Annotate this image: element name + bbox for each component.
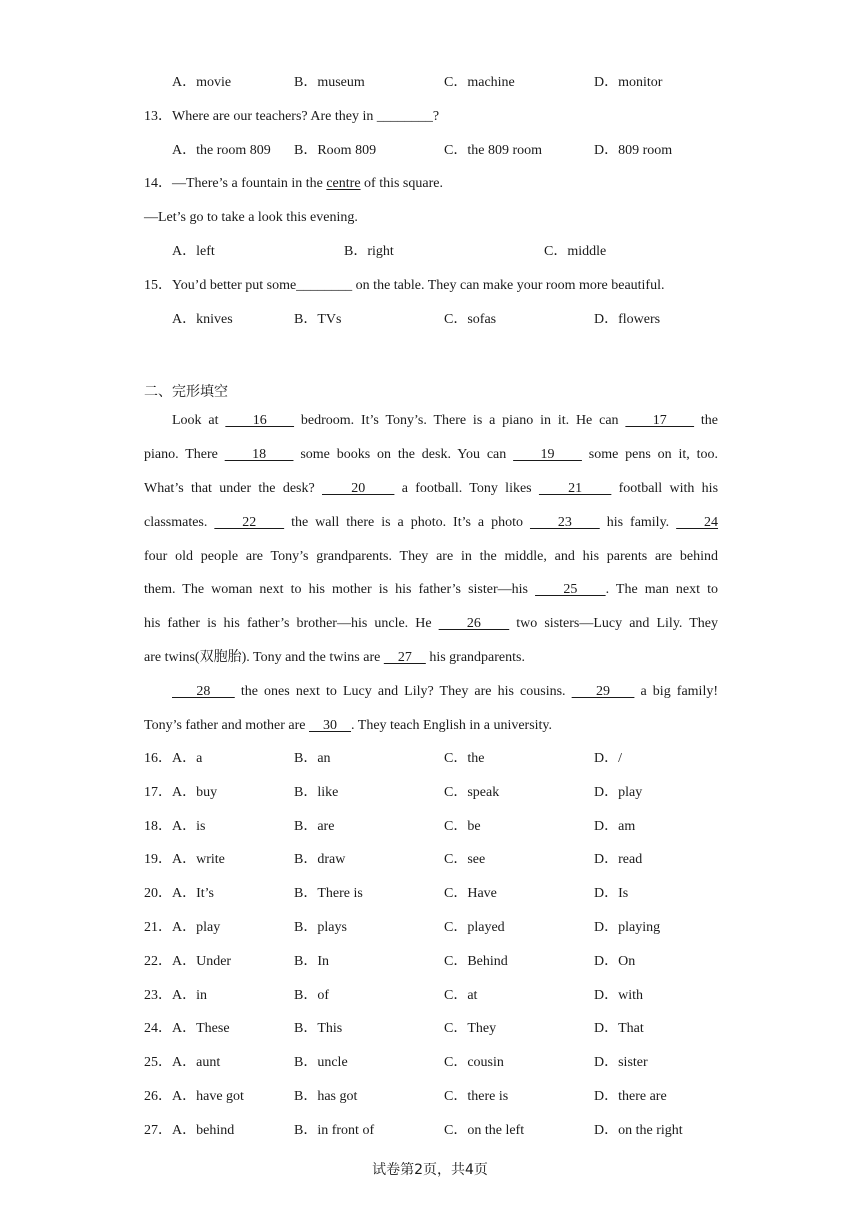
q16-option-b: B．an [294,751,331,766]
q13-option-a: A．the room 809 [172,143,271,158]
passage-text: bedroom. It’s Tony’s. There is a piano in it. He can [294,413,626,428]
q20-option-c: C．Have [444,886,497,901]
q20-option-a: A．It’s [172,886,214,901]
q14-underlined-word: centre [326,176,361,191]
q22-option-c: C．Behind [444,954,508,969]
blank-28: 28 [172,684,235,699]
q12-option-d: D．monitor [594,75,663,90]
passage-line-5: four old people are Tony’s grandparents. They are in the middle, and his parents are behind [144,549,718,564]
q15-option-a: A．knives [172,312,233,327]
q15-option-d: D．flowers [594,312,661,327]
q14-reply: —Let’s go to take a look this evening. [144,210,358,225]
passage-line-3 [144,479,718,499]
blank-30: 30 [309,718,352,733]
q24-option-a: A．These [172,1021,230,1036]
q16-option-a: A．a [172,751,203,766]
blank-18: 18 [224,447,294,462]
q15-option-c: C．sofas [444,312,497,327]
blank-26: 26 [438,616,510,631]
passage-line-8 [144,648,525,668]
q14-stem-post: of this square. [360,176,443,191]
q12-option-c: C．machine [444,75,515,90]
passage-text: football with his [611,481,719,496]
passage-text: classmates. [144,515,215,530]
passage-text: his family. [599,515,677,530]
q18-option-a: A．is [172,819,206,834]
q22-option-d: D．On [594,954,636,969]
passage-line-6 [144,580,718,600]
q12-option-b: B．museum [294,75,365,90]
passage-text: a football. Tony likes [394,481,539,496]
blank-22: 22 [214,515,285,530]
q19-option-b: B．draw [294,852,346,867]
q21-option-c: C．played [444,920,505,935]
passage-text: the [694,413,719,428]
q16-number: 16． [144,751,172,766]
q14-option-c: C．middle [544,244,607,259]
q25-option-d: D．sister [594,1055,648,1070]
q18-number: 18． [144,819,172,834]
q22-number: 22． [144,954,172,969]
q27-number: 27． [144,1123,172,1138]
q23-option-a: A．in [172,988,207,1003]
q26-option-a: A．have got [172,1089,244,1104]
q17-option-d: D．play [594,785,643,800]
q24-option-d: D．That [594,1021,644,1036]
passage-text: Tony’s father and mother are [144,718,310,733]
passage-text: some books on the desk. You can [293,447,514,462]
q26-option-d: D．there are [594,1089,667,1104]
passage-line-4 [144,513,718,533]
blank-21: 21 [538,481,612,496]
q16-option-d: D．/ [594,751,622,766]
q23-option-b: B．of [294,988,329,1003]
q25-option-b: B．uncle [294,1055,348,1070]
q27-option-b: B．in front of [294,1123,375,1138]
q26-number: 26． [144,1089,172,1104]
q13-stem: 13．Where are our teachers? Are they in ________? [144,109,440,124]
q26-option-c: C．there is [444,1089,509,1104]
passage-text: the ones next to Lucy and Lily? They are his cousins. [234,684,572,699]
passage-text: . The man next to [605,582,718,597]
passage-line-10 [144,716,552,736]
q23-option-c: C．at [444,988,478,1003]
blank-23: 23 [529,515,600,530]
q14-stem-pre: —There’s a fountain in the [172,176,327,191]
passage-text: some pens on it, too. [581,447,719,462]
q17-option-a: A．buy [172,785,218,800]
blank-16: 16 [225,413,295,428]
passage-text: What’s that under the desk? [144,481,322,496]
blank-20: 20 [322,481,395,496]
passage-line-1 [172,411,718,431]
blank-24: 24 [676,515,719,530]
q25-option-a: A．aunt [172,1055,221,1070]
passage-text: Look at [172,413,226,428]
q13-option-d: D．809 room [594,143,673,158]
page-footer: 试卷第2页，共4页 [372,1162,488,1178]
q14-option-a: A．left [172,244,215,259]
passage-text: a big family! [634,684,719,699]
q18-option-c: C．be [444,819,481,834]
q21-option-d: D．playing [594,920,661,935]
q14-number: 14． [144,176,172,191]
q19-option-a: A．write [172,852,225,867]
q24-option-b: B．This [294,1021,343,1036]
q15-option-b: B．TVs [294,312,342,327]
q21-option-a: A．play [172,920,221,935]
section-title-cloze: 二、完形填空 [144,384,228,400]
q24-option-c: C．They [444,1021,497,1036]
q23-option-d: D．with [594,988,643,1003]
q25-option-c: C．cousin [444,1055,504,1070]
q26-option-b: B．has got [294,1089,358,1104]
q22-option-b: B．In [294,954,329,969]
q24-number: 24． [144,1021,172,1036]
passage-text: are twins(双胞胎). Tony and the twins are [144,650,384,665]
passage-text: piano. There [144,447,225,462]
q20-option-b: B．There is [294,886,363,901]
q21-number: 21． [144,920,172,935]
q17-option-c: C．speak [444,785,500,800]
q20-option-d: D．Is [594,886,629,901]
q15-stem: 15．You’d better put some________ on the table. They can make your room more beautiful. [144,278,665,293]
q27-option-d: D．on the right [594,1123,683,1138]
passage-line-2 [144,445,718,465]
q19-option-c: C．see [444,852,486,867]
q18-option-b: B．are [294,819,335,834]
q19-option-d: D．read [594,852,643,867]
q17-option-b: B．like [294,785,339,800]
passage-text: two sisters—Lucy and Lily. They [509,616,718,631]
blank-25: 25 [535,582,606,597]
q14-stem [144,174,443,194]
passage-text: his grandparents. [425,650,525,665]
q13-option-b: B．Room 809 [294,143,377,158]
passage-text: his father is his father’s brother—his uncle. He [144,616,439,631]
passage-text: the wall there is a photo. It’s a photo [284,515,530,530]
q19-number: 19． [144,852,172,867]
passage-line-9 [172,682,718,702]
q21-option-b: B．plays [294,920,347,935]
q27-option-a: A．behind [172,1123,235,1138]
q25-number: 25． [144,1055,172,1070]
q16-option-c: C．the [444,751,485,766]
q27-option-c: C．on the left [444,1123,525,1138]
passage-text: them. The woman next to his mother is his father’s sister—his [144,582,536,597]
blank-19: 19 [513,447,582,462]
blank-27: 27 [383,650,426,665]
q13-option-c: C．the 809 room [444,143,542,158]
blank-17: 17 [625,413,695,428]
q23-number: 23． [144,988,172,1003]
q20-number: 20． [144,886,172,901]
q17-number: 17． [144,785,172,800]
blank-29: 29 [571,684,635,699]
q22-option-a: A．Under [172,954,232,969]
passage-text: . They teach English in a university. [351,718,553,733]
q18-option-d: D．am [594,819,636,834]
passage-line-7 [144,614,718,634]
q14-option-b: B．right [344,244,394,259]
q12-option-a: A．movie [172,75,232,90]
